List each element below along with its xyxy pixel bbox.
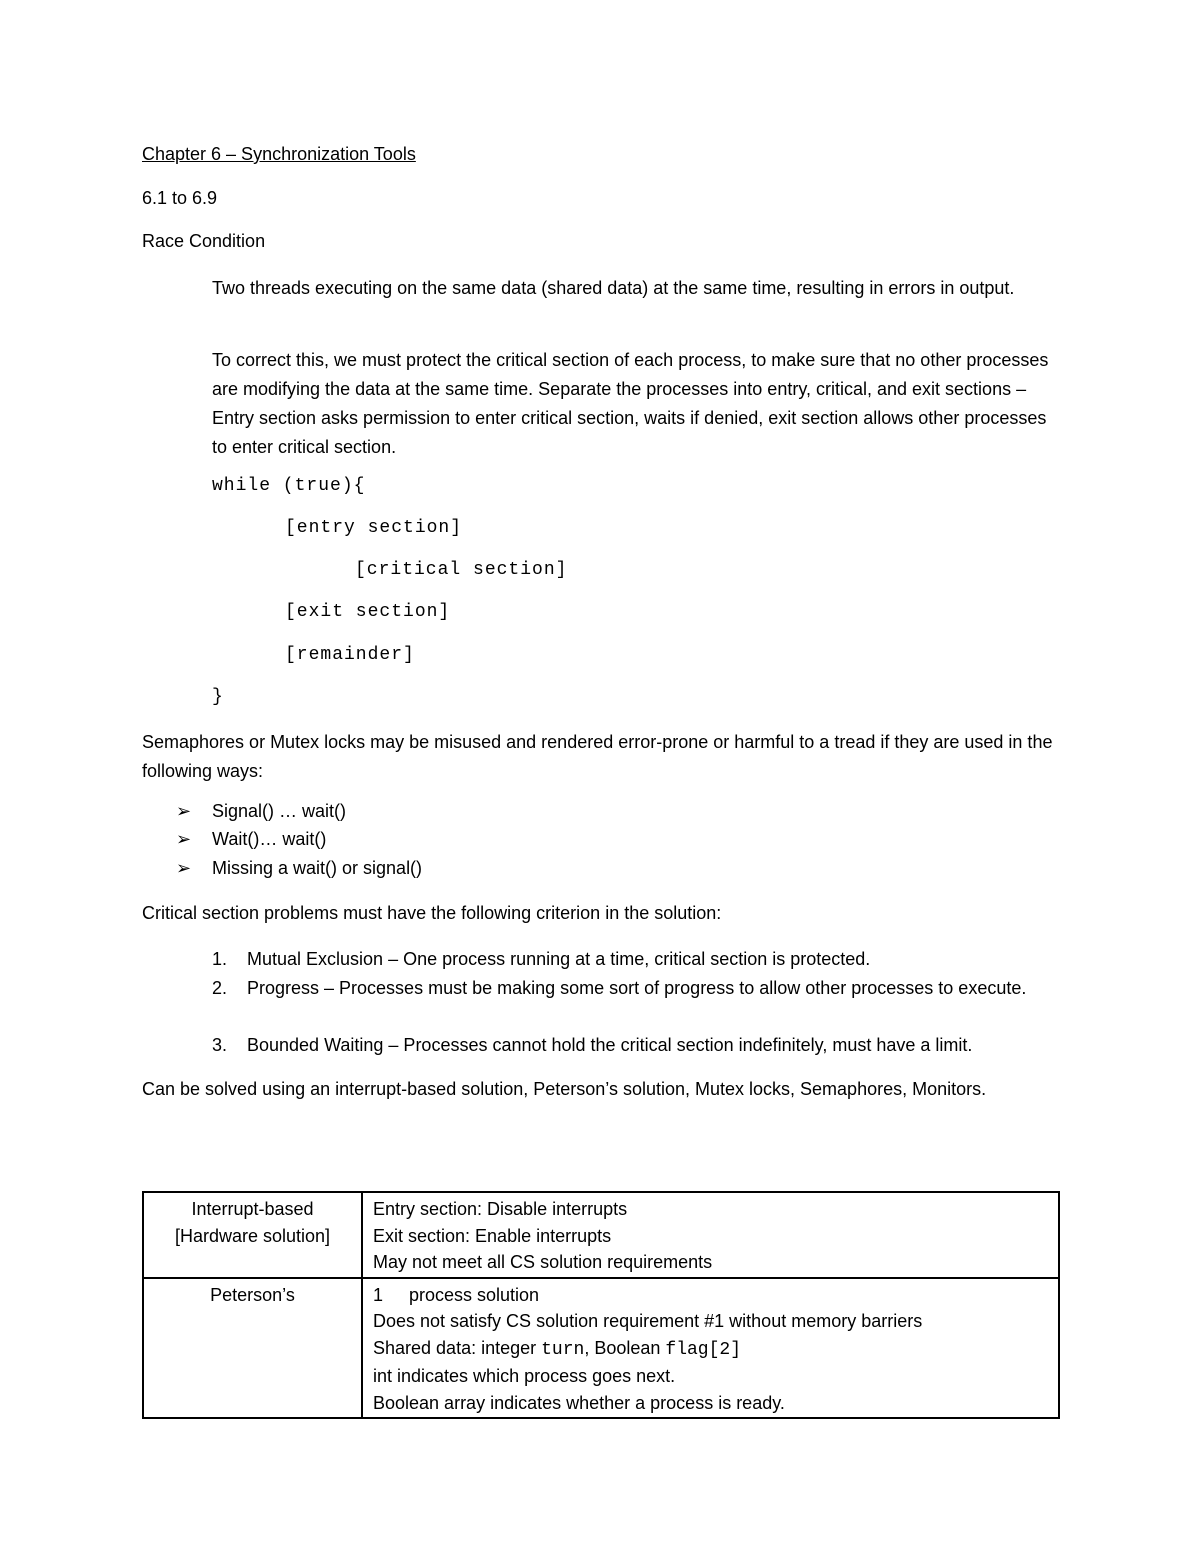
code-line-entry: [entry section] xyxy=(285,518,463,538)
bullet-item: ➢ Wait()… wait() xyxy=(176,829,327,849)
arrow-bullet-icon: ➢ xyxy=(176,829,192,849)
code-line-critical: [critical section] xyxy=(355,560,568,580)
table-row xyxy=(143,1278,1059,1419)
section-heading: Race Condition xyxy=(142,231,266,251)
code-line-close: } xyxy=(212,687,224,707)
table-cell-method: Interrupt-based [Hardware solution] xyxy=(143,1192,362,1278)
solutions-paragraph: Can be solved using an interrupt-based solution, Peterson’s solution, Mutex locks, Semaphores, Monitors. xyxy=(142,1079,987,1099)
table-row xyxy=(143,1192,1059,1278)
race-condition-definition: Two threads executing on the same data (shared data) at the same time, resulting in errors in output. xyxy=(212,278,1015,298)
arrow-bullet-icon: ➢ xyxy=(176,858,192,878)
table-cell-description: 1 process solution Does not satisfy CS solution requirement #1 without memory barriers Shared data: integer turn, Boolean flag[2] int indicates which process goes next. Boolean array indicates whether a process is ready. xyxy=(362,1278,1059,1419)
criterion-item: 3. Bounded Waiting – Processes cannot hold the critical section indefinitely, must have a limit. xyxy=(212,1035,973,1055)
arrow-bullet-icon: ➢ xyxy=(176,801,192,821)
solutions-table xyxy=(142,1191,1060,1419)
criterion-item: 2. Progress – Processes must be making some sort of progress to allow other processes to execute. xyxy=(212,978,1027,998)
table-cell-method: Peterson’s xyxy=(143,1278,362,1419)
bullet-item: ➢ Missing a wait() or signal() xyxy=(176,858,423,878)
code-line-remainder: [remainder] xyxy=(285,645,415,665)
code-line-while: while (true){ xyxy=(212,476,366,496)
code-line-exit: [exit section] xyxy=(285,602,451,622)
criterion-item: 1. Mutual Exclusion – One process running at a time, critical section is protected. xyxy=(212,949,871,969)
criterion-intro: Critical section problems must have the following criterion in the solution: xyxy=(142,903,722,923)
page-title: Chapter 6 – Synchronization Tools xyxy=(142,144,416,164)
bullet-item: ➢ Signal() … wait() xyxy=(176,801,347,821)
critical-section-paragraph: To correct this, we must protect the critical section of each process, to make sure that no other processes are modifying the data at the same time. Separate the processes into entry, critical, and exit sections – Entry section asks permission to enter critical section, waits if denied, exit section allows other processes to enter critical section. xyxy=(212,350,1049,457)
table-cell-description: Entry section: Disable interrupts Exit section: Enable interrupts May not meet all CS solution requirements xyxy=(362,1192,1059,1278)
semaphore-paragraph: Semaphores or Mutex locks may be misused and rendered error-prone or harmful to a tread if they are used in the following ways: xyxy=(142,732,1053,781)
section-range: 6.1 to 6.9 xyxy=(142,188,218,208)
